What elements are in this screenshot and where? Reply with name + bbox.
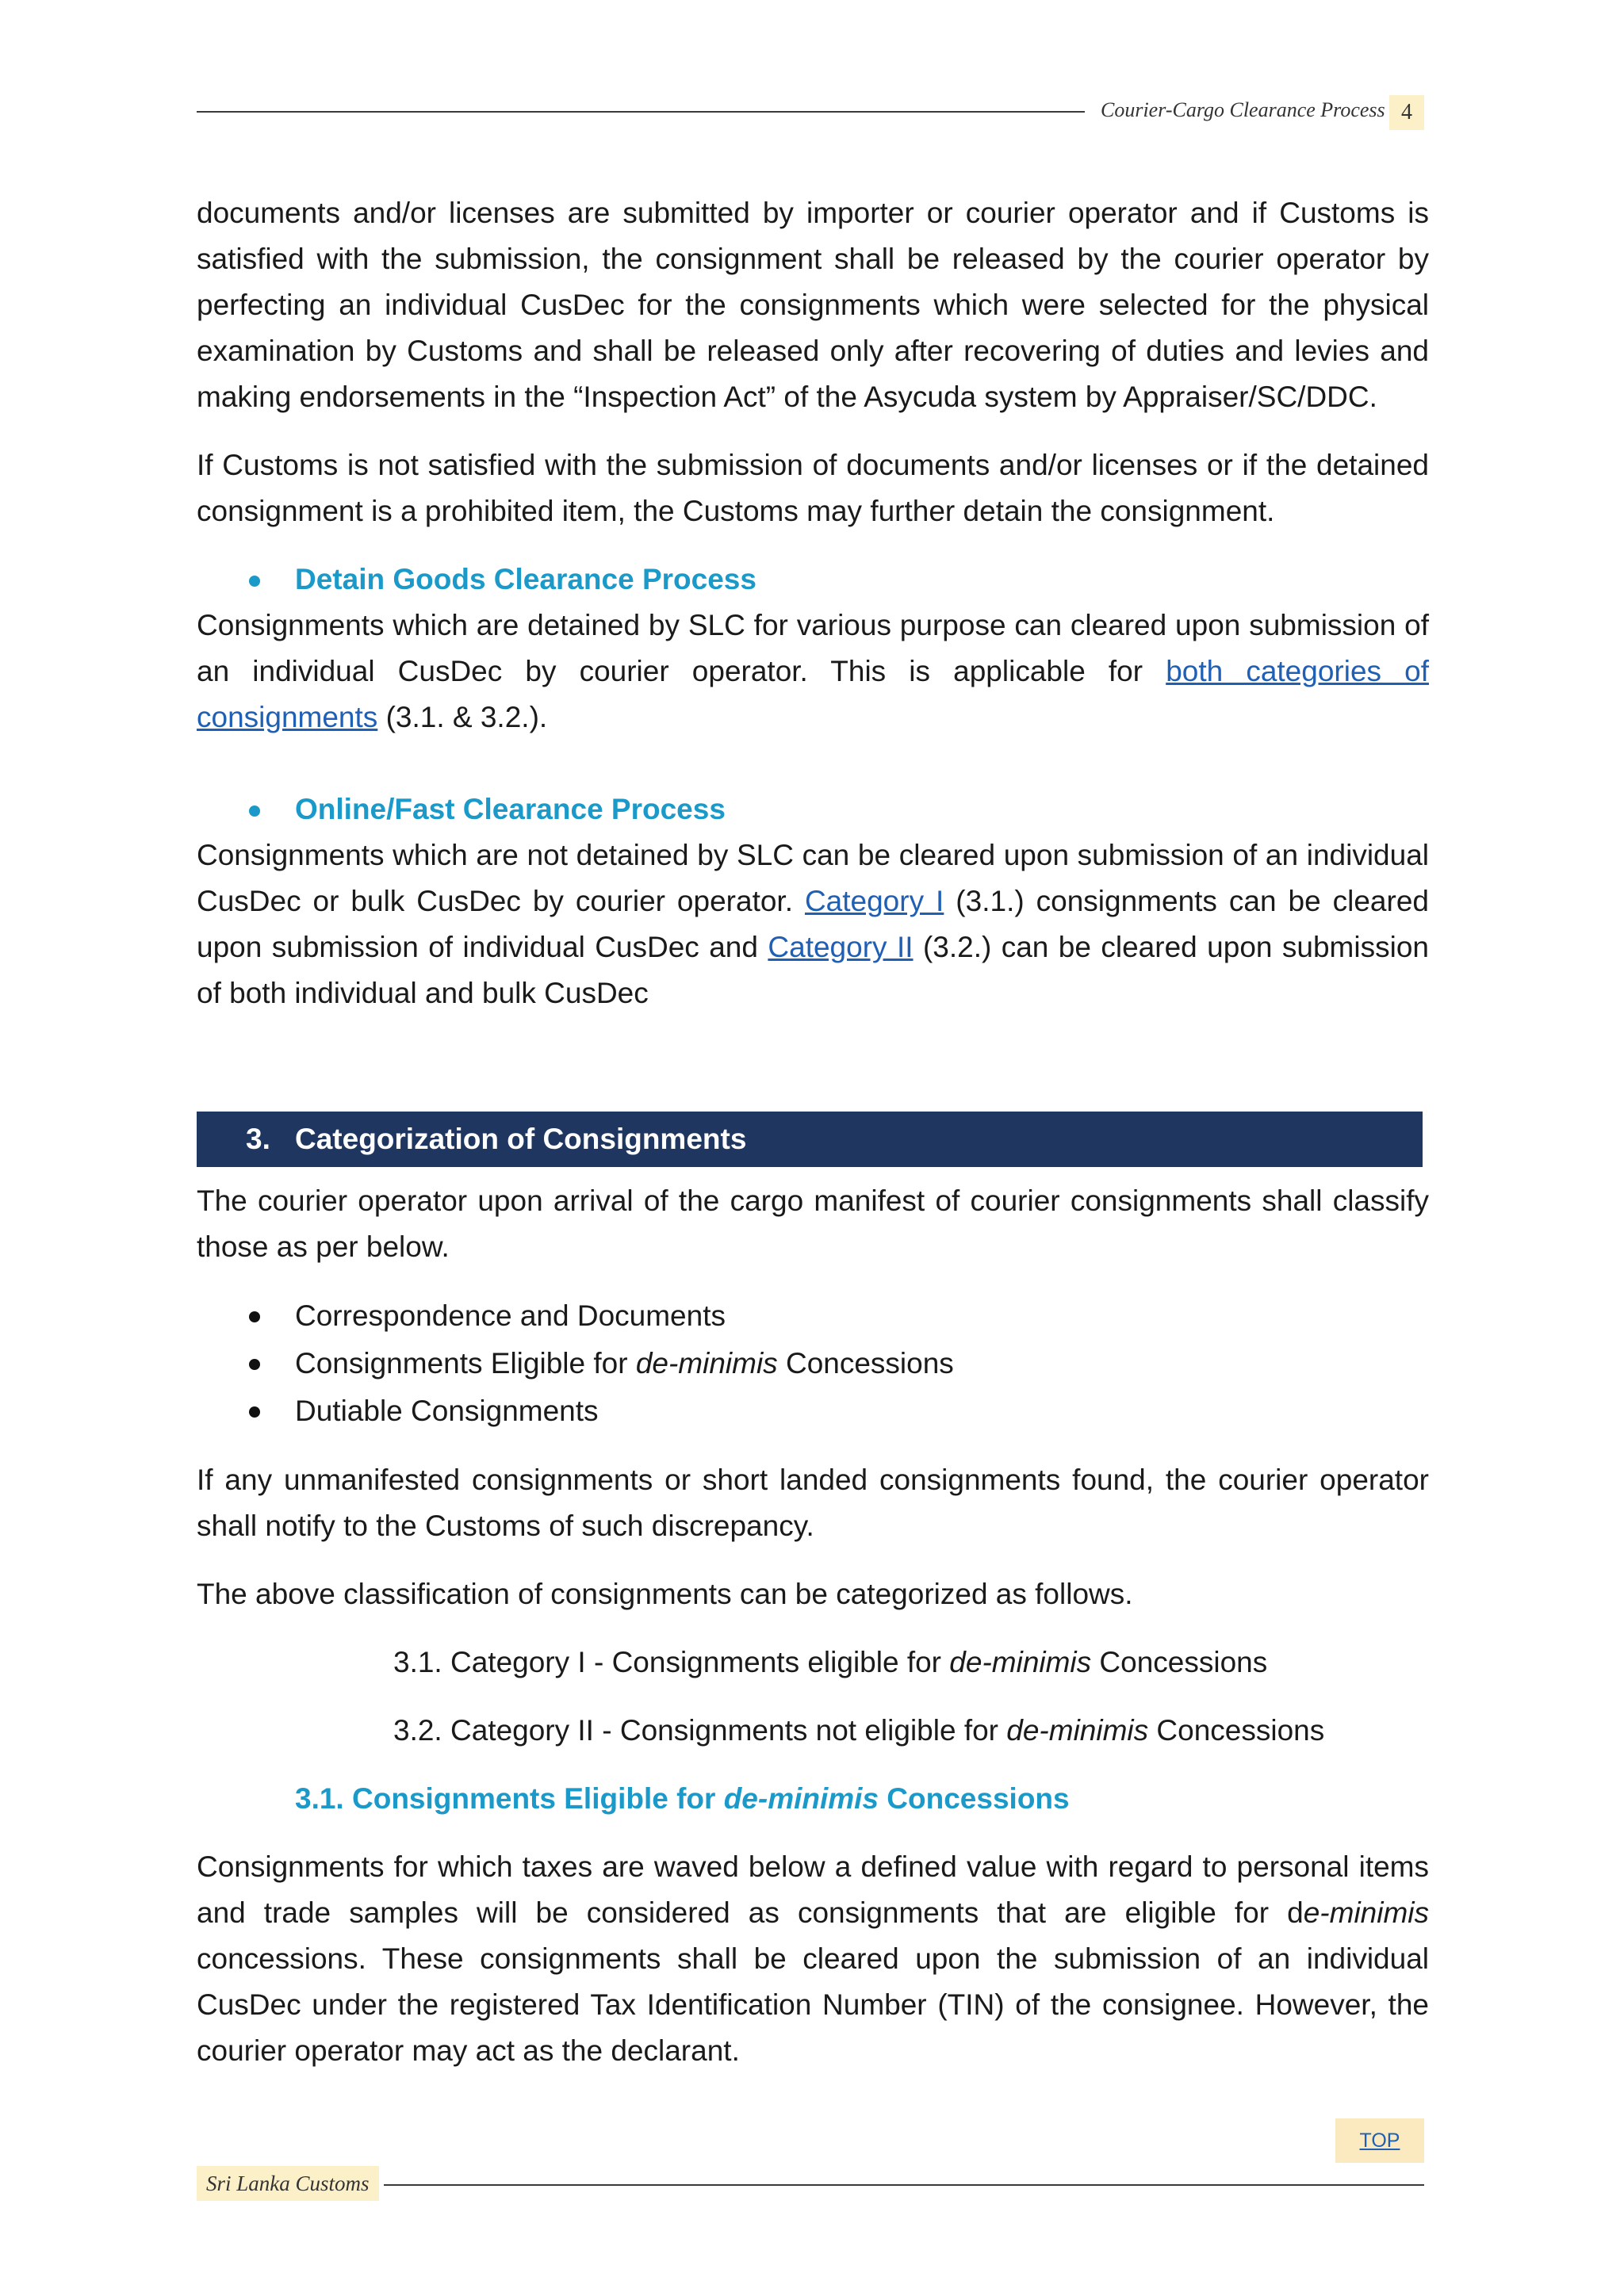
- category-i-italic: de-minimis: [949, 1646, 1092, 1678]
- detain-goods-heading-text: Detain Goods Clearance Process: [295, 563, 756, 595]
- de-minimis-italic: e-minimis: [1303, 1896, 1429, 1929]
- bullet-icon: [249, 1311, 260, 1322]
- paragraph-release: documents and/or licenses are submitted by importer or courier operator and if Customs is satisfied with the submission, the consignment shall be released by the courier operator by perfecting an individual CusDec for the consignments which were selected for the physical examination by Customs and shall be released only after recovering of duties and levies and making endorsements in the “Inspection Act” of the Asycuda system by Appraiser/SC/DDC.: [197, 197, 1429, 413]
- category-ii-line: [197, 1708, 1429, 1754]
- running-header-title: Courier-Cargo Clearance Process: [1101, 98, 1385, 121]
- online-clearance-heading: [197, 786, 1429, 832]
- list-item-italic: de-minimis: [635, 1347, 778, 1380]
- paragraph-classification: The above classification of consignments can be categorized as follows.: [197, 1578, 1133, 1610]
- category-ii-text-end: Concessions: [1148, 1714, 1325, 1747]
- section-title: Categorization of Consignments: [295, 1123, 747, 1155]
- bullet-icon: [249, 1359, 260, 1370]
- category-ii-link[interactable]: Category II: [768, 931, 914, 963]
- detain-text-before: Consignments which are detained by SLC for various purpose can cleared upon submission of an individual CusDec by courier operator. This is applicable for: [197, 609, 1429, 687]
- detain-text-after: (3.1. & 3.2.).: [377, 701, 548, 733]
- list-item: [197, 1387, 1429, 1435]
- list-item: [197, 1292, 1429, 1340]
- subsection-3-1-heading: [197, 1776, 1429, 1822]
- bullet-icon: [249, 806, 260, 817]
- list-item-text: Consignments Eligible for: [295, 1347, 636, 1380]
- footer-organization: Sri Lanka Customs: [197, 2166, 379, 2201]
- list-item: [197, 1340, 1429, 1387]
- header-rule: [197, 111, 1085, 113]
- subsection-heading-text: 3.1. Consignments Eligible for: [295, 1782, 724, 1815]
- paragraph-online-clearance: [197, 832, 1429, 1016]
- page-content: [197, 190, 1429, 2074]
- list-item-text-end: Concessions: [777, 1347, 954, 1380]
- paragraph-discrepancy: If any unmanifested consignments or short landed consignments found, the courier operator shall notify to the Customs of such discrepancy.: [197, 1464, 1429, 1542]
- list-item-text: Dutiable Consignments: [295, 1395, 599, 1427]
- paragraph-further-detain: If Customs is not satisfied with the submission of documents and/or licenses or if the detained consignment is a prohibited item, the Customs may further detain the consignment.: [197, 449, 1429, 527]
- both-categories-link[interactable]: both categories of consignments: [197, 655, 1430, 733]
- online-text-1: Consignments which are not detained by SLC can be cleared upon submission of an individual CusDec or bulk CusDec by courier operator.: [197, 839, 1429, 917]
- section-number: 3.: [246, 1123, 270, 1155]
- category-i-text-end: Concessions: [1091, 1646, 1268, 1678]
- top-link[interactable]: TOP: [1335, 2118, 1424, 2163]
- paragraph-classify-intro: The courier operator upon arrival of the cargo manifest of courier consignments shall classify those as per below.: [197, 1184, 1429, 1263]
- category-i-line: [197, 1640, 1429, 1686]
- footer-rule: [384, 2184, 1424, 2186]
- page-number: 4: [1389, 95, 1424, 130]
- paragraph-detain-goods: [197, 603, 1429, 740]
- bullet-icon: [249, 1406, 260, 1418]
- category-ii-italic: de-minimis: [1006, 1714, 1149, 1747]
- list-item-text: Correspondence and Documents: [295, 1299, 726, 1332]
- category-ii-text: 3.2. Category II - Consignments not eligible for: [393, 1714, 1007, 1747]
- online-clearance-heading-text: Online/Fast Clearance Process: [295, 793, 726, 825]
- detain-goods-heading: [197, 557, 1429, 603]
- subsection-heading-text-end: Concessions: [879, 1782, 1070, 1815]
- online-text-2: (3.1.) consignments can be cleared upon submission of individual CusDec and: [197, 885, 1429, 963]
- category-i-link[interactable]: Category I: [804, 885, 944, 917]
- bullet-icon: [249, 576, 260, 587]
- de-minimis-text: Consignments for which taxes are waved below a defined value with regard to personal items and trade samples will be considered as consignments that are eligible for d: [197, 1850, 1429, 1929]
- category-i-text: 3.1. Category I - Consignments eligible for: [393, 1646, 950, 1678]
- section-3-heading-bar: [197, 1112, 1423, 1167]
- subsection-heading-italic: de-minimis: [723, 1782, 879, 1815]
- online-text-3: (3.2.) can be cleared upon submission of both individual and bulk CusDec: [197, 931, 1429, 1009]
- paragraph-de-minimis: [197, 1844, 1429, 2074]
- de-minimis-text-end: concessions. These consignments shall be cleared upon the submission of an individual CusDec under the registered Tax Identification Number (TIN) of the consignee. However, the courier operator may act as the declarant.: [197, 1942, 1429, 2067]
